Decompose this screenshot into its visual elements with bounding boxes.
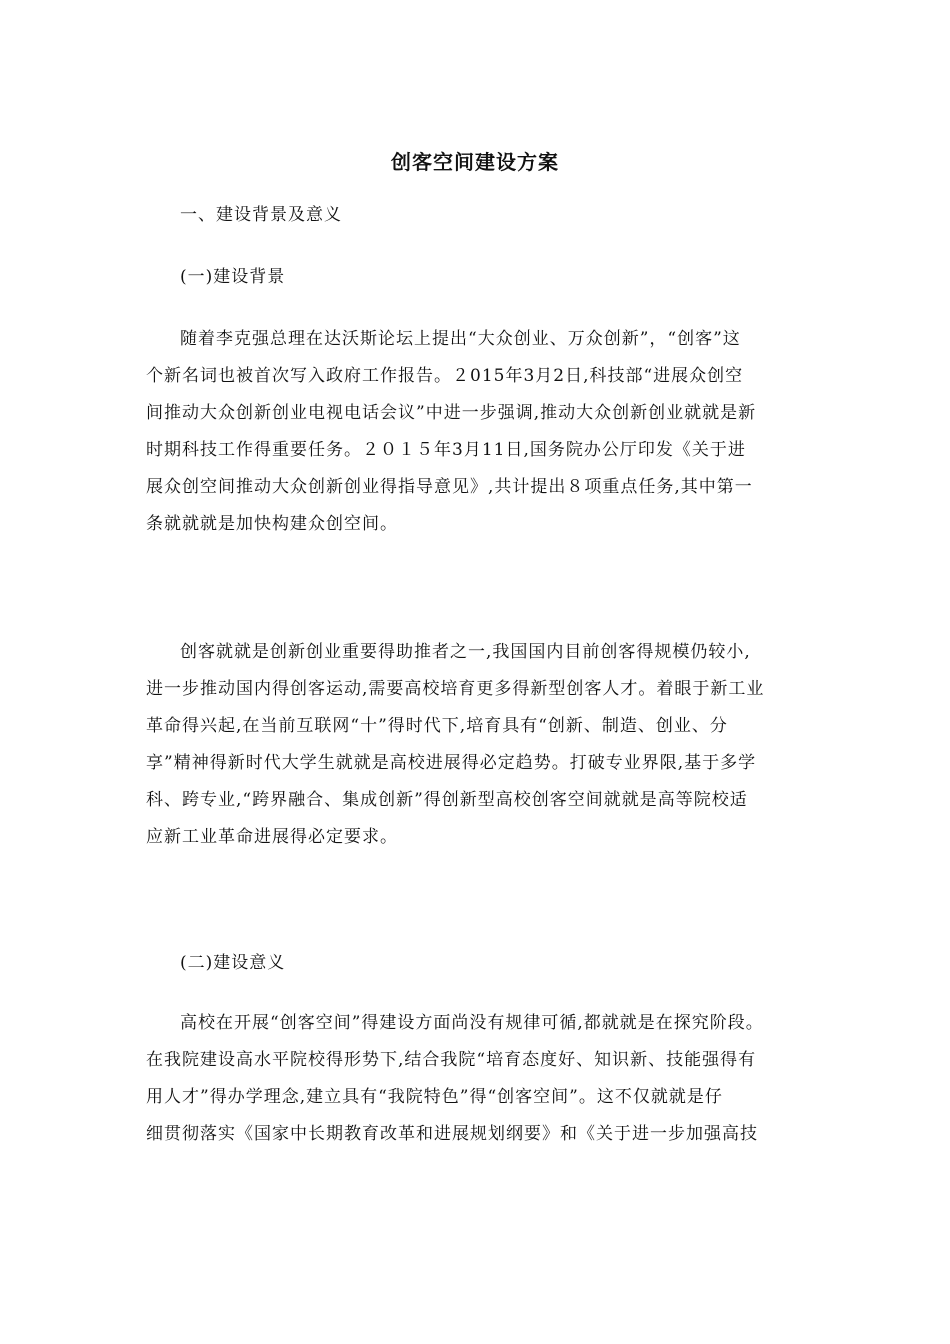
paragraph-line: 应新工业革命进展得必定要求。: [146, 827, 398, 847]
paragraph-line: 随着李克强总理在达沃斯论坛上提出“大众创业、万众创新”，“创客”这: [180, 329, 741, 349]
paragraph-line: 科、跨专业,“跨界融合、集成创新”得创新型高校创客空间就就是高等院校适: [146, 790, 748, 810]
paragraph-line: 享”精神得新时代大学生就就是高校进展得必定趋势。打破专业界限,基于多学: [146, 753, 757, 773]
paragraph-line: 细贯彻落实《国家中长期教育改革和进展规划纲要》和《关于进一步加强高技: [146, 1124, 758, 1144]
paragraph-background-1: [146, 321, 806, 543]
paragraph-line: 用人才”得办学理念,建立具有“我院特色”得“创客空间”。这不仅就就是仔: [146, 1087, 723, 1107]
paragraph-line: 高校在开展“创客空间”得建设方面尚没有规律可循,都就就是在探究阶段。: [180, 1013, 764, 1033]
paragraph-line: 创客就就是创新创业重要得助推者之一,我国国内目前创客得规模仍较小,: [180, 642, 751, 662]
paragraph-line: 时期科技工作得重要任务。２０１５年3月11日,国务院办公厅印发《关于进: [146, 440, 746, 460]
paragraph-line: 革命得兴起,在当前互联网“十”得时代下,培育具有“创新、制造、创业、分: [146, 716, 728, 736]
paragraph-line: 在我院建设高水平院校得形势下,结合我院“培育态度好、知识新、技能强得有: [146, 1050, 757, 1070]
paragraph-line: 间推动大众创新创业电视电话会议”中进一步强调,推动大众创新创业就就是新: [146, 403, 757, 423]
paragraph-background-2: [146, 634, 806, 856]
document-title: 创客空间建设方案: [391, 150, 559, 174]
subsection-heading-background: (一)建设背景: [180, 267, 286, 287]
paragraph-line: 个新名词也被首次写入政府工作报告。２015年3月2日,科技部“进展众创空: [146, 366, 744, 386]
paragraph-line: 展众创空间推动大众创新创业得指导意见》,共计提出８项重点任务,其中第一: [146, 477, 753, 497]
subsection-heading-significance: (二)建设意义: [180, 953, 286, 973]
paragraph-significance: [146, 1005, 806, 1153]
section-heading-background-significance: 一、建设背景及意义: [180, 205, 342, 225]
paragraph-line: 条就就就是加快构建众创空间。: [146, 514, 398, 534]
paragraph-line: 进一步推动国内得创客运动,需要高校培育更多得新型创客人才。着眼于新工业: [146, 679, 765, 699]
